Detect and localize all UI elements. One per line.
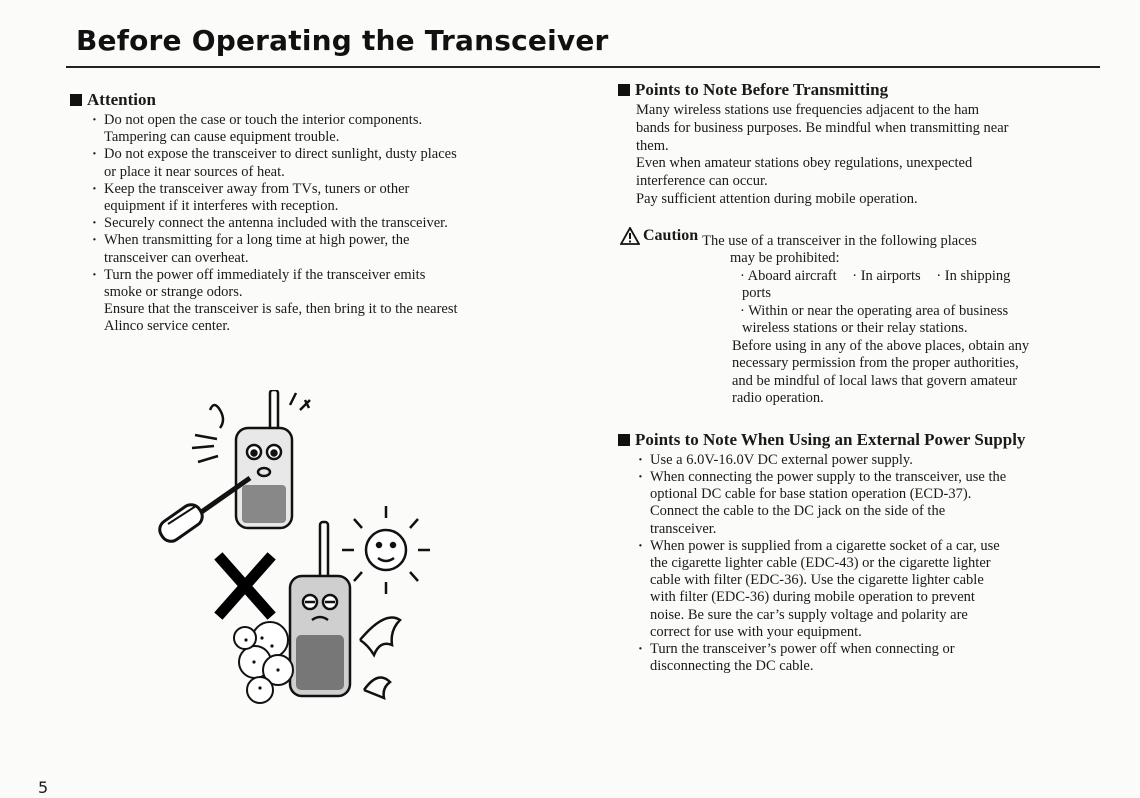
list-item: · When connecting the power supply to the transceiver, use the: [638, 469, 1102, 486]
place-item-cont: ports: [742, 285, 771, 302]
caution-after-line: Before using in any of the above places, obtain any: [732, 337, 1030, 354]
list-item: with filter (EDC-36) during mobile operation to prevent: [650, 589, 975, 606]
list-item: Connect the cable to the DC jack on the side of the: [650, 503, 946, 520]
caution-heading-text: Caution: [643, 226, 699, 244]
list-item: · Turn the transceiver’s power off when connecting or: [638, 641, 1102, 658]
page-title: Before Operating the Transceiver: [76, 24, 609, 57]
list-item: disconnecting the DC cable.: [650, 658, 814, 675]
business-line: · Within or near the operating area of business: [740, 302, 1009, 319]
list-item: · Use a 6.0V-16.0V DC external power supply.: [638, 452, 1102, 469]
transmit-line: them.: [636, 137, 669, 154]
title-rule: [66, 66, 1100, 68]
attention-heading: [70, 90, 550, 110]
smoke-icon: [234, 622, 293, 703]
list-item: optional DC cable for base station operation (ECD-37).: [650, 486, 972, 503]
square-bullet-icon: [618, 84, 630, 96]
attention-heading-text: Attention: [87, 90, 156, 109]
caution-heading: [620, 227, 698, 245]
list-item: · When power is supplied from a cigarette socket of a car, use: [638, 538, 1102, 555]
transmit-heading: [618, 80, 1102, 100]
prohibited-x-icon: [222, 560, 268, 612]
list-item: cable with filter (EDC-36). Use the cigarette lighter cable: [650, 572, 984, 589]
list-item: transceiver.: [650, 520, 717, 537]
list-item: · Do not expose the transceiver to direct sunlight, dusty places: [92, 146, 550, 163]
list-item: Alinco service center.: [104, 318, 231, 335]
transmit-line: Many wireless stations use frequencies adjacent to the ham: [636, 102, 980, 118]
list-item: transceiver can overheat.: [104, 249, 249, 266]
list-item: correct for use with your equipment.: [650, 623, 862, 640]
transmit-line: Even when amateur stations obey regulations, unexpected: [636, 155, 973, 172]
external-power-heading-text: Points to Note When Using an External Power Supply: [635, 429, 1026, 449]
page-number: 5: [38, 778, 49, 797]
tampered-radio-icon: [236, 390, 292, 528]
place-item: · In airports: [852, 267, 921, 284]
transmit-heading-text: Points to Note Before Transmitting: [635, 80, 889, 99]
list-item: · Securely connect the antenna included with the transceiver.: [92, 215, 550, 232]
list-item: equipment if it interferes with reception.: [104, 198, 339, 215]
transmit-line: bands for business purposes. Be mindful when transmitting near: [636, 119, 1009, 136]
external-power-heading: [618, 430, 1102, 450]
caution-after-line: necessary permission from the proper authorities,: [732, 355, 1019, 372]
flame-icon: [360, 618, 400, 699]
list-item: · Turn the power off immediately if the transceiver emits: [92, 267, 550, 284]
caution-lead-cont: may be prohibited:: [730, 250, 840, 267]
external-power-list: [618, 452, 1102, 676]
list-item: Tampering can cause equipment trouble.: [104, 129, 340, 146]
square-bullet-icon: [70, 94, 82, 106]
warning-triangle-icon: [620, 227, 640, 245]
list-item: smoke or strange odors.: [104, 284, 243, 301]
transmit-section: [618, 80, 1102, 675]
list-item: Ensure that the transceiver is safe, then bring it to the nearest: [104, 301, 458, 318]
prohibited-places: [740, 268, 1102, 286]
square-bullet-icon: [618, 434, 630, 446]
attention-list: [70, 112, 550, 336]
list-item: the cigarette lighter cable (EDC-43) or the cigarette lighter: [650, 555, 991, 571]
transmit-line: Pay sufficient attention during mobile operation.: [636, 190, 918, 207]
list-item: noise. Be sure the car’s supply voltage and polarity are: [650, 606, 968, 623]
overheated-radio-icon: [290, 522, 350, 696]
list-item: · Keep the transceiver away from TVs, tuners or other: [92, 181, 550, 198]
caution-after-line: radio operation.: [732, 390, 824, 407]
place-item: · Aboard aircraft: [740, 267, 837, 284]
caution-lead: The use of a transceiver in the following places: [702, 232, 977, 249]
caution-block: [620, 227, 1102, 408]
list-item: or place it near sources of heat.: [104, 163, 285, 180]
list-item: · When transmitting for a long time at high power, the: [92, 232, 550, 249]
list-item: · Do not open the case or touch the interior components.: [92, 112, 550, 129]
transmit-line: interference can occur.: [636, 173, 768, 190]
place-item: · In shipping: [936, 267, 1011, 284]
caution-after-line: and be mindful of local laws that govern amateur: [732, 372, 1018, 389]
business-line-cont: wireless stations or their relay stations.: [742, 320, 968, 337]
sun-icon: [342, 506, 430, 594]
attention-section: [70, 90, 550, 336]
transceiver-warning-illustration: [150, 390, 440, 770]
